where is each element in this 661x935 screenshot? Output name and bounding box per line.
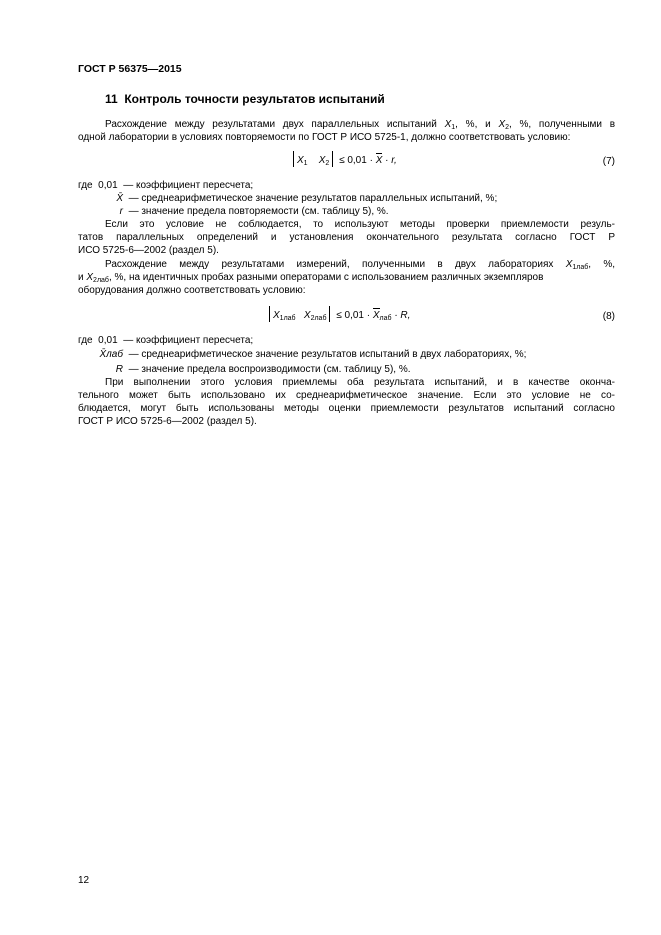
paragraph-3-line-3: оборудования должно соответствовать условию:	[78, 285, 306, 296]
x-mean-lab-symbol: X	[372, 310, 380, 321]
document-header: ГОСТ Р 56375—2015	[78, 63, 182, 75]
paragraph-4-line-4: ГОСТ Р ИСО 5725-6—2002 (раздел 5).	[78, 416, 257, 427]
abs-bar-left	[293, 151, 294, 167]
paragraph-4-line-3: блюдается, могут быть использованы методы оценки приемлемости результатов испытаний согласно	[78, 403, 615, 414]
definition-row: r — значение предела повторяемости (см. таблицу 5), %.	[119, 206, 389, 217]
section-heading	[105, 93, 385, 106]
paragraph-1-line-1: Расхождение между результатами двух параллельных испытаний $X_1$, %, и $X_2$, %, полученными в	[105, 119, 616, 131]
section-number: 11	[105, 92, 118, 106]
x-mean-symbol: X	[375, 155, 383, 166]
equation-7-number: (7)	[602, 156, 615, 167]
page-number: 12	[78, 875, 90, 886]
paragraph-3-line-2: и $X_{2лаб}$, %, на идентичных пробах разными операторами с использованием различных экземпляров	[78, 272, 544, 284]
paragraph-2-line-3: ИСО 5725-6—2002 (раздел 5).	[78, 245, 219, 256]
equation-8-number: (8)	[602, 311, 615, 322]
paragraph-2-line-1: Если это условие не соблюдается, то используют методы проверки приемлемости резуль-	[105, 219, 615, 230]
paragraph-2-line-2: татов параллельных определений и установления окончательного результата согласно ГОСТ Р	[78, 232, 615, 243]
definition-row: где 0,01 — коэффициент пересчета;	[78, 180, 254, 191]
abs-bar-right	[329, 306, 330, 322]
section-title: Контроль точности результатов испытаний	[124, 92, 385, 106]
equation-7: $X_1$ $X_2 \le 0,01 \cdot X \cdot r$,	[290, 151, 397, 170]
abs-bar-right	[332, 151, 333, 167]
paragraph-1-line-2: одной лаборатории в условиях повторяемости по ГОСТ Р ИСО 5725-1, должно соответствовать условию:	[78, 132, 571, 143]
definition-row: X̄лаб — среднеарифметическое значение результатов испытаний в двух лабораториях, %;	[99, 349, 527, 360]
definition-row: R — значение предела воспроизводимости (см. таблицу 5), %.	[115, 364, 411, 375]
definition-row: где 0,01 — коэффициент пересчета;	[78, 335, 254, 346]
paragraph-4-line-2: тельного может быть использовано их среднеарифметическое значение. Если это условие не со-	[78, 390, 615, 401]
abs-bar-left	[269, 306, 270, 322]
equation-8: $X_{1лаб}$ $X_{2лаб} \le 0,01 \cdot X_{лаб} \cdot R$,	[266, 306, 410, 325]
paragraph-4-line-1: При выполнении этого условия приемлемы оба результата испытаний, и в качестве оконча-	[105, 377, 615, 388]
definition-row: X̄ — среднеарифметическое значение результатов параллельных испытаний, %;	[116, 193, 498, 204]
paragraph-3-line-1: Расхождение между результатами измерений, полученными в двух лабораториях $X_{1лаб}$, %,	[105, 259, 616, 271]
